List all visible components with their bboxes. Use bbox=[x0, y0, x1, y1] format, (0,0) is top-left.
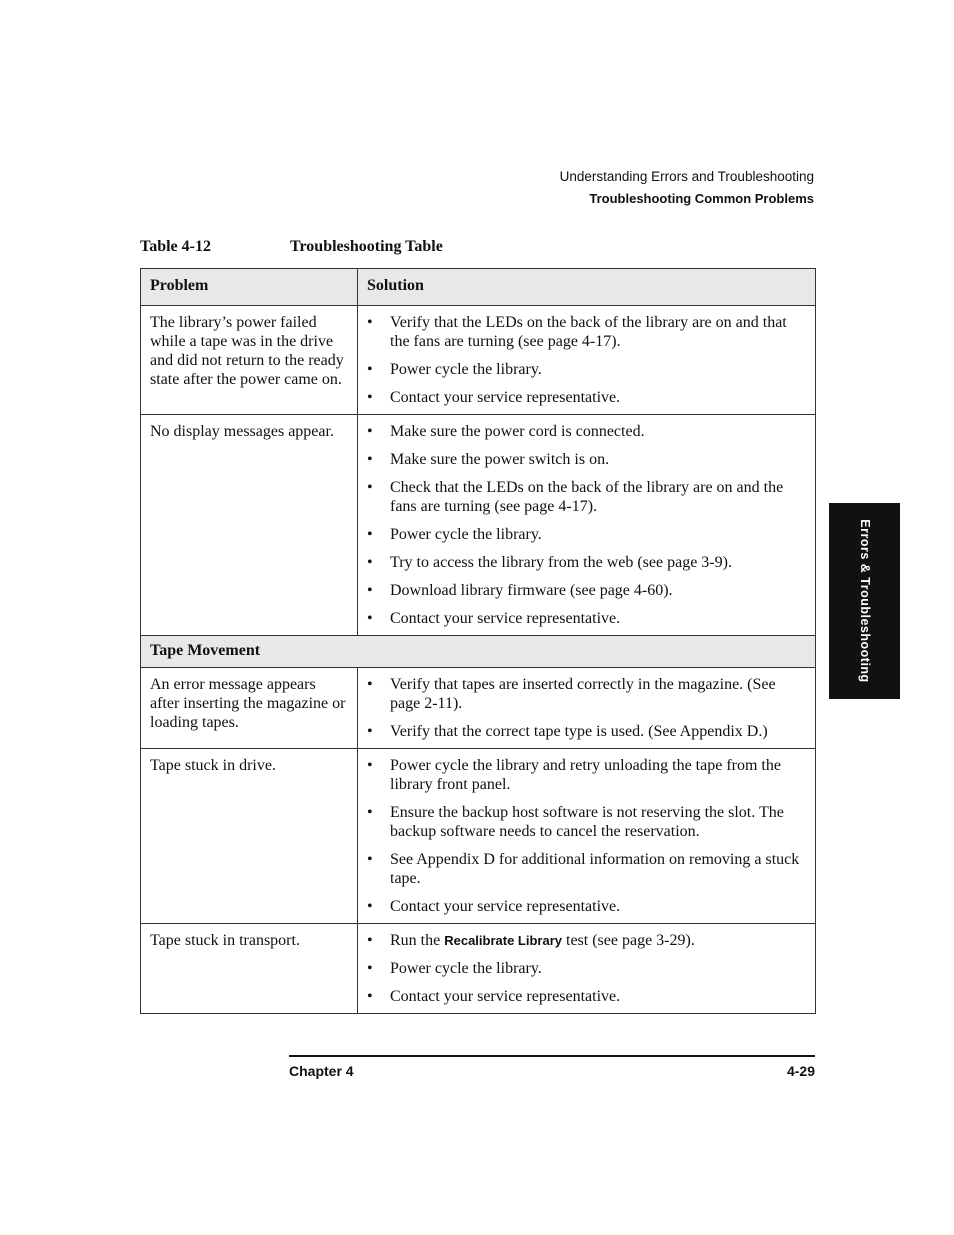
list-item bbox=[367, 450, 806, 469]
bullet-icon: • bbox=[367, 610, 373, 627]
solution-text-prefix: Run the bbox=[390, 932, 445, 949]
troubleshooting-table bbox=[140, 268, 816, 1014]
table-row bbox=[141, 415, 816, 636]
table-caption bbox=[140, 238, 443, 256]
running-head bbox=[560, 166, 814, 210]
solution-text: Contact your service representative. bbox=[390, 988, 621, 1005]
solution-list bbox=[367, 931, 806, 1006]
solution-text: Download library firmware (see page 4-60). bbox=[390, 582, 673, 599]
bullet-icon: • bbox=[367, 804, 373, 821]
list-item bbox=[367, 525, 806, 544]
list-item bbox=[367, 959, 806, 978]
solution-text: Verify that tapes are inserted correctly in the magazine. (See page 2-11). bbox=[390, 676, 776, 712]
table-row bbox=[141, 668, 816, 749]
problem-cell: The library’s power failed while a tape was in the drive and did not return to the ready state after the power came on. bbox=[141, 306, 358, 415]
solution-text: Check that the LEDs on the back of the library are on and the fans are turning (see page 4-17). bbox=[390, 479, 784, 515]
bullet-icon: • bbox=[367, 423, 373, 440]
bullet-icon: • bbox=[367, 361, 373, 378]
solution-text: Power cycle the library. bbox=[390, 361, 542, 378]
side-tab-label: Errors & Troubleshooting bbox=[857, 519, 872, 683]
table-row bbox=[141, 749, 816, 924]
footer-rule bbox=[289, 1055, 815, 1057]
solution-text: Contact your service representative. bbox=[390, 610, 621, 627]
list-item bbox=[367, 388, 806, 407]
solution-text: Power cycle the library. bbox=[390, 960, 542, 977]
chapter-side-tab bbox=[829, 503, 900, 699]
page-footer bbox=[289, 1063, 815, 1079]
list-item bbox=[367, 313, 806, 351]
bullet-icon: • bbox=[367, 851, 373, 868]
bullet-icon: • bbox=[367, 554, 373, 571]
solution-list bbox=[367, 313, 806, 407]
solution-cell bbox=[358, 668, 816, 749]
list-item bbox=[367, 931, 806, 950]
table-title: Troubleshooting Table bbox=[290, 238, 443, 255]
solution-text: Ensure the backup host software is not reserving the slot. The backup software needs to cancel the reservation. bbox=[390, 804, 784, 840]
solution-text: Verify that the LEDs on the back of the library are on and that the fans are turning (see page 4-17). bbox=[390, 314, 787, 350]
list-item bbox=[367, 897, 806, 916]
solution-cell bbox=[358, 749, 816, 924]
solution-list bbox=[367, 422, 806, 628]
solution-list bbox=[367, 675, 806, 741]
list-item bbox=[367, 478, 806, 516]
problem-cell: No display messages appear. bbox=[141, 415, 358, 636]
list-item bbox=[367, 756, 806, 794]
bullet-icon: • bbox=[367, 960, 373, 977]
bullet-icon: • bbox=[367, 723, 373, 740]
solution-text: See Appendix D for additional information on removing a stuck tape. bbox=[390, 851, 800, 887]
solution-text-suffix: test (see page 3-29). bbox=[562, 932, 695, 949]
list-item bbox=[367, 609, 806, 628]
table-header-row bbox=[141, 269, 816, 306]
solution-cell bbox=[358, 306, 816, 415]
bullet-icon: • bbox=[367, 898, 373, 915]
problem-cell: Tape stuck in drive. bbox=[141, 749, 358, 924]
column-header-solution: Solution bbox=[358, 269, 816, 306]
solution-text: Try to access the library from the web (see page 3-9). bbox=[390, 554, 732, 571]
bullet-icon: • bbox=[367, 676, 373, 693]
chapter-title: Understanding Errors and Troubleshooting bbox=[559, 169, 814, 184]
list-item bbox=[367, 675, 806, 713]
bullet-icon: • bbox=[367, 932, 373, 949]
bullet-icon: • bbox=[367, 451, 373, 468]
solution-cell bbox=[358, 924, 816, 1014]
solution-text: Contact your service representative. bbox=[390, 898, 621, 915]
bullet-icon: • bbox=[367, 389, 373, 406]
table-number: Table 4-12 bbox=[140, 238, 211, 255]
list-item bbox=[367, 987, 806, 1006]
list-item bbox=[367, 850, 806, 888]
solution-text: Verify that the correct tape type is used. (See Appendix D.) bbox=[390, 723, 768, 740]
solution-text: Make sure the power switch is on. bbox=[390, 451, 610, 468]
bullet-icon: • bbox=[367, 988, 373, 1005]
solution-list bbox=[367, 756, 806, 916]
section-row bbox=[141, 636, 816, 668]
bullet-icon: • bbox=[367, 582, 373, 599]
section-title: Troubleshooting Common Problems bbox=[589, 191, 814, 206]
table-row bbox=[141, 306, 816, 415]
column-header-problem: Problem bbox=[141, 269, 358, 306]
recalibrate-library-command: Recalibrate Library bbox=[444, 933, 562, 948]
page-number: 4-29 bbox=[786, 1063, 815, 1079]
problem-cell: Tape stuck in transport. bbox=[141, 924, 358, 1014]
solution-text: Power cycle the library and retry unloading the tape from the library front panel. bbox=[390, 757, 781, 793]
bullet-icon: • bbox=[367, 314, 373, 331]
list-item bbox=[367, 722, 806, 741]
solution-text: Contact your service representative. bbox=[390, 389, 621, 406]
bullet-icon: • bbox=[367, 479, 373, 496]
solution-cell bbox=[358, 415, 816, 636]
section-header-tape-movement: Tape Movement bbox=[141, 636, 816, 668]
table-row bbox=[141, 924, 816, 1014]
list-item bbox=[367, 422, 806, 441]
bullet-icon: • bbox=[367, 526, 373, 543]
list-item bbox=[367, 360, 806, 379]
problem-cell: An error message appears after inserting the magazine or loading tapes. bbox=[141, 668, 358, 749]
footer-chapter: Chapter 4 bbox=[289, 1063, 354, 1079]
list-item bbox=[367, 803, 806, 841]
list-item bbox=[367, 553, 806, 572]
list-item bbox=[367, 581, 806, 600]
bullet-icon: • bbox=[367, 757, 373, 774]
solution-text: Make sure the power cord is connected. bbox=[390, 423, 645, 440]
solution-text: Power cycle the library. bbox=[390, 526, 542, 543]
